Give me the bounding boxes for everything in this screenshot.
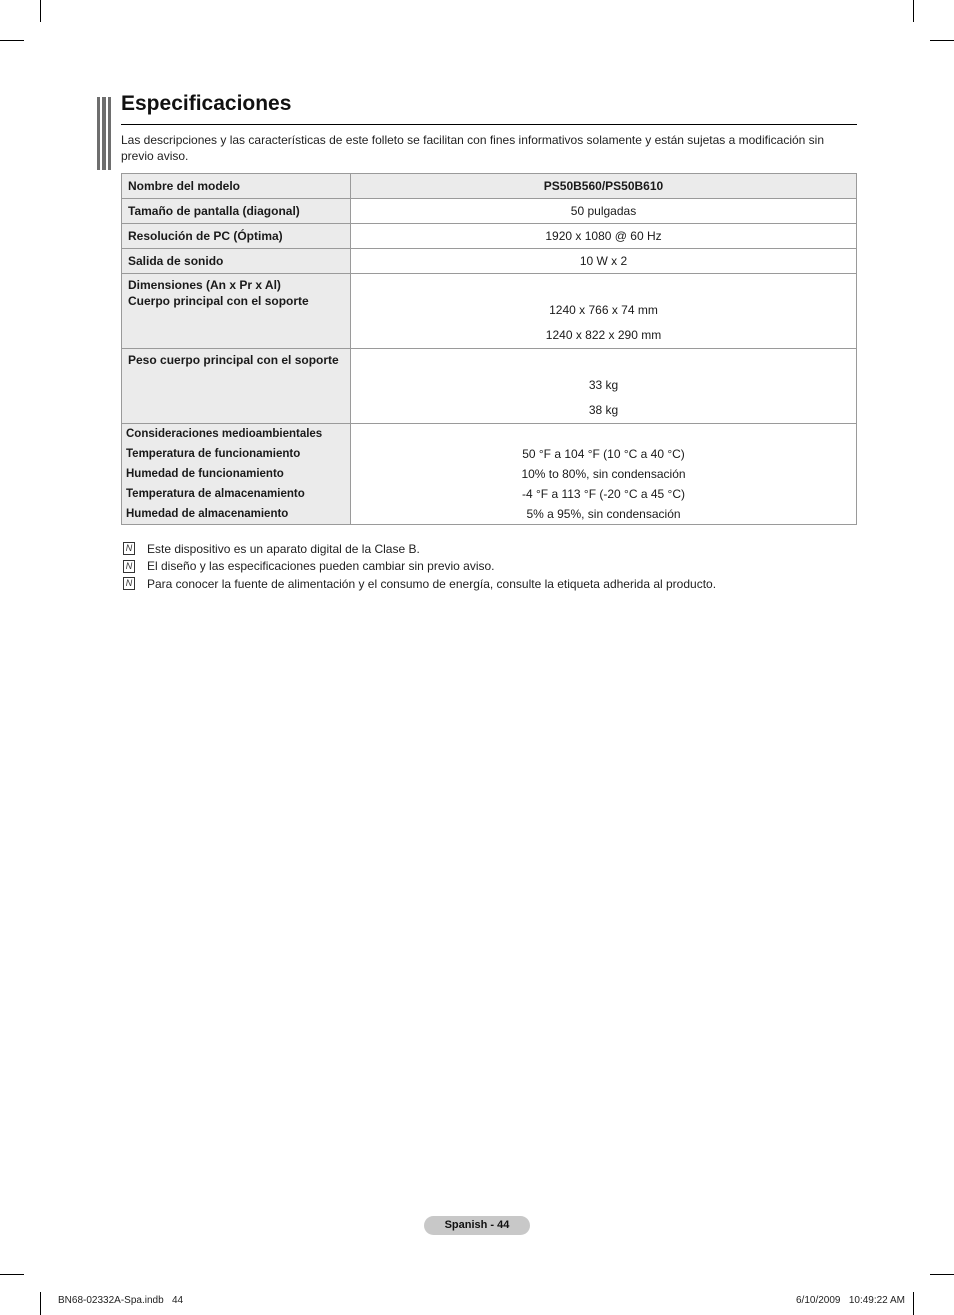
notes-list <box>123 540 716 593</box>
note-text: Este dispositivo es un aparato digital de la Clase B. <box>147 541 420 556</box>
print-timestamp: 6/10/2009 10:49:22 AM <box>796 1295 905 1306</box>
row-label-cell <box>122 199 351 224</box>
environment-sublabel: Humedad de funcionamiento <box>126 468 284 480</box>
table-row <box>122 349 857 424</box>
list-item <box>123 540 716 558</box>
crop-mark <box>40 1292 41 1315</box>
environment-value: 10% to 80%, sin condensación <box>521 467 686 481</box>
sound-output-value: 10 W x 2 <box>579 254 628 268</box>
dimensions-sublabel: Cuerpo principal con el soporte <box>128 294 309 308</box>
row-value-cell <box>351 349 857 424</box>
environment-sublabel: Temperatura de funcionamiento <box>126 448 301 460</box>
crop-mark <box>40 0 41 22</box>
dimensions-label: Dimensiones (An x Pr x Al) <box>128 278 281 292</box>
screen-size-label: Tamaño de pantalla (diagonal) <box>128 204 300 218</box>
environment-value: 50 °F a 104 °F (10 °C a 40 °C) <box>522 447 685 461</box>
table-row <box>122 224 857 249</box>
screen-size-value: 50 pulgadas <box>570 204 637 218</box>
environment-label: Consideraciones medioambientales <box>126 428 323 440</box>
weight-value-1: 33 kg <box>588 378 619 392</box>
file-slug: BN68-02332A-Spa.indb 44 <box>58 1295 184 1306</box>
specifications-table <box>121 173 857 525</box>
row-label-cell <box>122 174 351 199</box>
note-icon: N <box>123 577 135 590</box>
row-value-cell <box>351 424 857 525</box>
note-text: El diseño y las especificaciones pueden cambiar sin previo aviso. <box>147 559 495 574</box>
row-value-cell <box>351 274 857 349</box>
crop-mark <box>0 1274 24 1275</box>
row-value-cell <box>351 174 857 199</box>
list-item <box>123 558 716 576</box>
intro-paragraph: Las descripciones y las características de este folleto se facilitan con fines informativos solamente y están sujetas a modificación sin previo aviso. <box>121 133 825 163</box>
resolution-value: 1920 x 1080 @ 60 Hz <box>545 229 662 243</box>
note-icon: N <box>123 560 135 573</box>
crop-mark <box>913 1292 914 1315</box>
row-label-cell <box>122 274 351 349</box>
model-value: PS50B560/PS50B610 <box>543 179 664 193</box>
weight-value-2: 38 kg <box>588 403 619 417</box>
row-label-cell <box>122 424 351 525</box>
row-label-cell <box>122 349 351 424</box>
environment-value: 5% a 95%, sin condensación <box>526 507 681 521</box>
table-row <box>122 424 857 525</box>
crop-mark <box>930 1274 954 1275</box>
crop-mark <box>0 40 24 41</box>
weight-label: Peso cuerpo principal con el soporte <box>128 353 339 367</box>
model-label: Nombre del modelo <box>128 179 241 193</box>
dimensions-value-1: 1240 x 766 x 74 mm <box>549 303 658 317</box>
note-icon: N <box>123 542 135 555</box>
row-value-cell <box>351 224 857 249</box>
table-row <box>122 174 857 199</box>
environment-sublabel: Humedad de almacenamiento <box>126 508 289 520</box>
title-divider <box>121 124 857 125</box>
dimensions-value-2: 1240 x 822 x 290 mm <box>545 328 662 342</box>
note-text: Para conocer la fuente de alimentación y el consumo de energía, consulte la etiqueta adherida al producto. <box>147 576 717 591</box>
sound-output-label: Salida de sonido <box>128 254 224 268</box>
row-label-cell <box>122 249 351 274</box>
page-title: Especificaciones <box>121 92 292 115</box>
row-value-cell <box>351 249 857 274</box>
resolution-label: Resolución de PC (Óptima) <box>128 229 283 243</box>
table-row <box>122 249 857 274</box>
page-number-badge: Spanish - 44 <box>424 1216 530 1235</box>
table-row <box>122 274 857 349</box>
list-item <box>123 575 716 593</box>
row-label-cell <box>122 224 351 249</box>
crop-mark <box>913 0 914 22</box>
environment-value: -4 °F a 113 °F (-20 °C a 45 °C) <box>521 487 686 501</box>
table-row <box>122 199 857 224</box>
crop-mark <box>930 40 954 41</box>
row-value-cell <box>351 199 857 224</box>
environment-sublabel: Temperatura de almacenamiento <box>126 488 305 500</box>
